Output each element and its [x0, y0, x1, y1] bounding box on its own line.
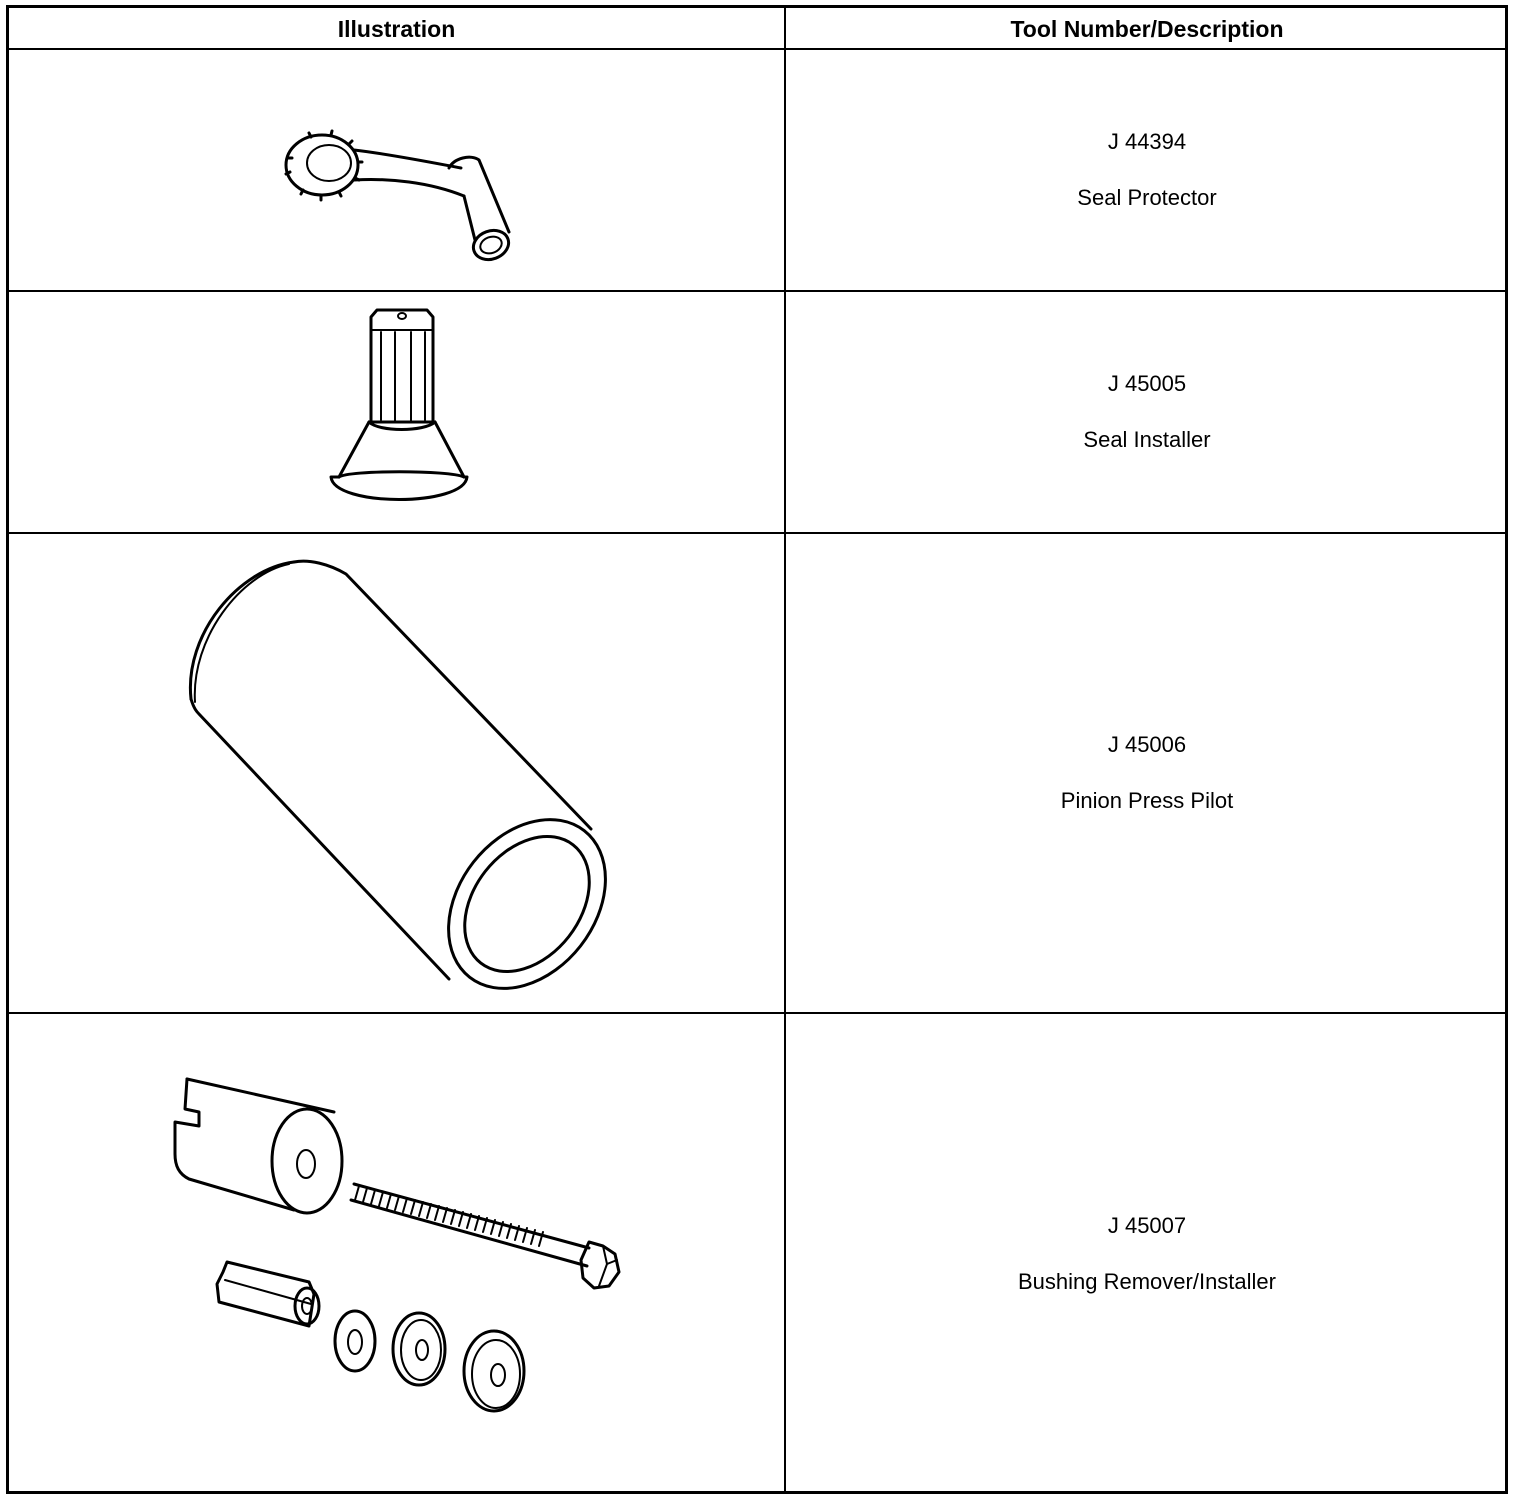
tool-description: Seal Installer — [1083, 427, 1211, 452]
tool-number: J 45005 — [1107, 371, 1187, 396]
tool-description: Seal Protector — [1077, 185, 1217, 210]
table-row-description — [786, 292, 1508, 532]
table-row-illustration — [9, 50, 784, 290]
seal-installer-icon — [9, 292, 784, 532]
pinion-press-pilot-icon — [9, 534, 784, 1012]
table-row-description — [786, 50, 1508, 290]
tool-number: J 45007 — [1107, 1213, 1187, 1238]
seal-protector-icon — [9, 50, 784, 290]
tool-number: J 44394 — [1107, 129, 1187, 154]
table-row-description — [786, 534, 1508, 1012]
table-row-illustration — [9, 534, 784, 1012]
tool-description: Pinion Press Pilot — [1060, 788, 1234, 813]
table-row-description — [786, 1014, 1508, 1494]
tool-description: Bushing Remover/Installer — [1017, 1269, 1276, 1294]
special-tools-table — [6, 5, 1508, 1494]
table-row-illustration — [9, 1014, 784, 1494]
table-row-illustration — [9, 292, 784, 532]
header-tool-number-description: Tool Number/Description — [1010, 15, 1284, 42]
bushing-remover-installer-icon — [9, 1014, 784, 1494]
header-illustration: Illustration — [337, 15, 456, 42]
tool-number: J 45006 — [1107, 732, 1187, 757]
